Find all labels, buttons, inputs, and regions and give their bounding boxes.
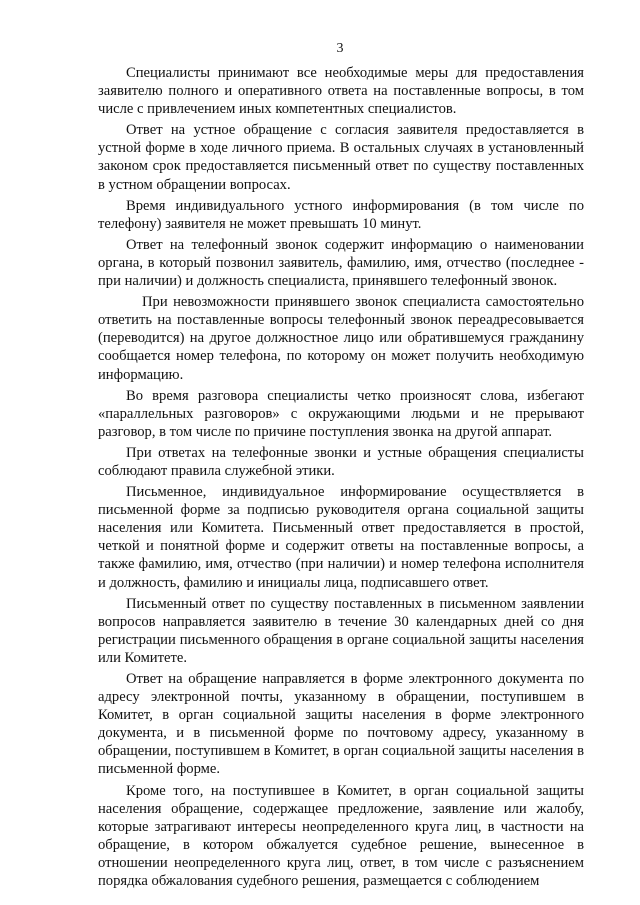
paragraph-electronic-response: Ответ на обращение направляется в форме электронного документа по адресу электронной почты, указанному в обращении, поступившем в Комитет, в орган социальной защиты населения в форме электронного документа, и в письменной форме по почтовому адресу, указанному в обращении, поступившем в Комитет, в орган социальной защиты населения в письменной форме. [98,671,584,778]
paragraph-written-response-deadline: Письменный ответ по существу поставленных в письменном заявлении вопросов направляется заявителю в течение 30 календарных дней со дня регистрации письменного обращения в органе социальной защиты населения или Комитете. [98,595,584,666]
document-body [98,64,584,893]
page-number: 3 [336,41,344,56]
paragraph-specialists-measures: Специалисты принимают все необходимые меры для предоставления заявителю полного и оперативного ответа на поставленные вопросы, в том числе с привлечением иных компетентных специалистов. [98,65,584,118]
paragraph-service-ethics: При ответах на телефонные звонки и устные обращения специалисты соблюдают правила служебной этики. [98,444,584,479]
paragraph-indefinite-circle: Кроме того, на поступившее в Комитет, в орган социальной защиты населения обращение, содержащее предложение, заявление или жалобу, которые затрагивают интересы неопределенного круга лиц, в частности на обращение, в котором обжалуется судебное решение, вынесенное в отношении неопределенного круга лиц, ответ, в том числе с разъяснением порядка обжалования судебного решения, размещается с соблюдением [98,782,584,890]
paragraph-oral-time-limit: Время индивидуального устного информирования (в том числе по телефону) заявителя не может превышать 10 минут. [98,197,584,232]
paragraph-conversation-rules: Во время разговора специалисты четко произносят слова, избегают «параллельных разговоров» с окружающими людьми и не прерывают разговор, в том числе по причине поступления звонка на другой аппарат. [98,387,584,440]
paragraph-oral-response: Ответ на устное обращение с согласия заявителя предоставляется в устной форме в ходе личного приема. В остальных случаях в установленный законом срок предоставляется письменный ответ по существу поставленных в устном обращении вопросах. [98,122,584,193]
paragraph-written-informing: Письменное, индивидуальное информирование осуществляется в письменной форме за подписью руководителя органа социальной защиты населения или Комитета. Письменный ответ предоставляется в простой, четкой и понятной форме и содержит ответы на поставленные вопросы, а также фамилию, имя, отчество (при наличии) и номер телефона исполнителя и должность, фамилию и инициалы лица, подписавшего ответ. [98,484,584,591]
paragraph-phone-answer-content: Ответ на телефонный звонок содержит информацию о наименовании органа, в который позвонил заявитель, фамилию, имя, отчество (последнее - при наличии) и должность специалиста, принявшего телефонный звонок. [98,236,584,290]
paragraph-call-redirect: При невозможности принявшего звонок специалиста самостоятельно ответить на поставленные вопросы телефонный звонок переадресовывается (переводится) на другое должностное лицо или обратившемуся гражданину сообщается номер телефона, по которому он может получить необходимую информацию. [98,294,584,383]
